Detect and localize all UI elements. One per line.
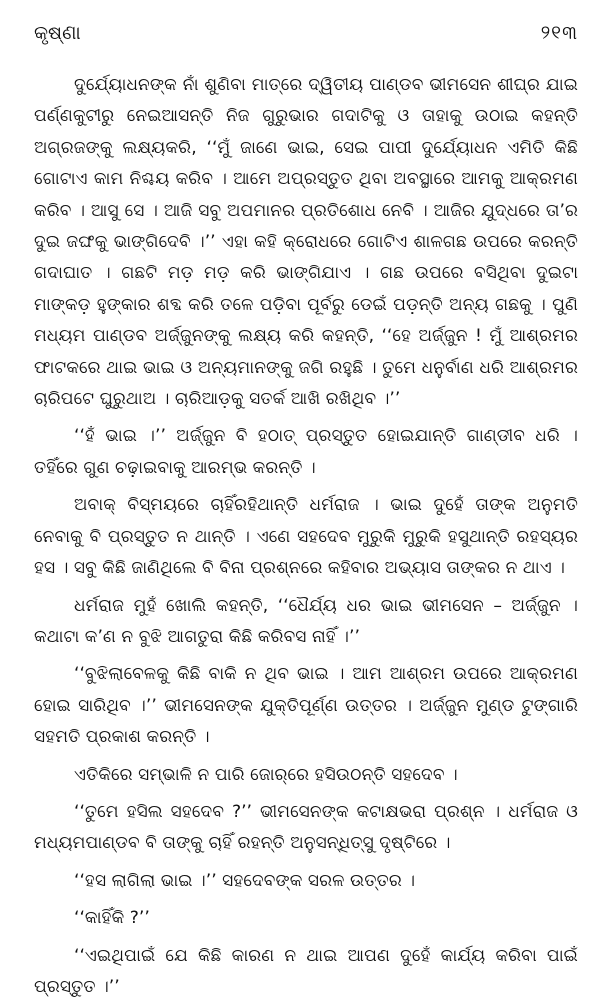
paragraph: ‘‘ଏଇଥିପାଇଁ ଯେ କିଛି କାରଣ ନ ଥାଇ ଆପଣ ଦୁହେଁ କାର୍ଯ୍ୟ କରିବା ପାଇଁ ପ୍ରସ୍ତୁତ ।’’ (34, 945, 578, 997)
paragraph: ଅବାକ୍ ବିସ୍ମୟରେ ଚାହିଁରହିଥାନ୍ତି ଧର୍ମରାଜ । ଭାଇ ଦୁହେଁ ତାଙ୍କ ଅନୁମତି ନେବାକୁ ବି ପ୍ରସ୍ତୁତ ନ ଥାନ୍ତି । ଏଣେ ସହଦେବ ମୁରୁକି ମୁରୁକି ହସୁଥାନ୍ତି ରହସ୍ୟର ହସ । ସବୁ କିଛି ଜାଣିଥିଲେ ବି ବିନା ପ୍ରଶ୍ନରେ କହିବାର ଅଭ୍ୟାସ ତାଙ୍କର ନ ଥାଏ । (34, 495, 578, 579)
paragraph: ‘‘କାହିଁକି ?’’ (74, 908, 150, 929)
paragraph: ‘‘ତୁମେ ହସିଲ ସହଦେବ ?’’ ଭୀମସେନଙ୍କ କଟାକ୍ଷଭରା ପ୍ରଶ୍ନ । ଧର୍ମରାଜ ଓ ମଧ୍ୟମପାଣ୍ଡବ ବି ତାଙ୍କୁ ଚାହିଁ ରହନ୍ତି ଅନୁସନ୍ଧିତ୍ସୁ ଦୃଷ୍ଟିରେ । (34, 801, 578, 854)
paragraph: ଧର୍ମରାଜ ମୁହଁ ଖୋଲି କହନ୍ତି, ‘‘ଧୈର୍ଯ୍ୟ ଧର ଭାଇ ଭୀମସେନ – ଅର୍ଜ୍ଜୁନ । କଥାଟା କ’ଣ ନ ବୁଝି ଆଗତୁରା କିଛି କରିବସ ନାହିଁ ।’’ (34, 595, 578, 647)
page-header (34, 22, 578, 70)
paragraph: ‘‘ହଁ ଭାଇ ।’’ ଅର୍ଜ୍ଜୁନ ବି ହଠାତ୍ ପ୍ରସ୍ତୁତ ହୋଇଯାନ୍ତି ଗାଣ୍ଡୀବ ଧରି । ତହିଁରେ ଗୁଣ ଚଢ଼ାଇବାକୁ ଆରମ୍ଭ କରନ୍ତି । (34, 426, 578, 478)
paragraph: ‘‘ହସ ଲାଗିଲା ଭାଇ ।’’ ସହଦେବଙ୍କ ସରଳ ଉତ୍ତର । (74, 870, 416, 891)
body-text (34, 70, 578, 1003)
paragraph: ଦୁର୍ଯ୍ୟୋଧନଙ୍କ ନାଁ ଶୁଣିବା ମାତ୍ରେ ଦ୍ୱିତୀୟ ପାଣ୍ଡବ ଭୀମସେନ ଶୀଘ୍ର ଯାଇ ପର୍ଣ୍ଣକୁଟୀରୁ ନେଇଆସନ୍ତି ନିଜ ଗୁରୁଭାର ଗଦାଟିକୁ ଓ ତାହାକୁ ଉଠାଇ କହନ୍ତି ଅଗ୍ରଜଙ୍କୁ ଲକ୍ଷ୍ୟକରି, ‘‘ମୁଁ ଜାଣେ ଭାଇ, ସେଇ ପାପୀ ଦୁର୍ଯ୍ୟୋଧନ ଏମିତି କିଛି ଗୋଟାଏ କାମ ନିଶ୍ଚୟ କରିବ । ଆମେ ଅପ୍ରସ୍ତୁତ ଥିବା ଅବସ୍ଥାରେ ଆମକୁ ଆକ୍ରମଣ କରିବ । ଆସୁ ସେ । ଆଜି ସବୁ ଅପମାନର ପ୍ରତିଶୋଧ ନେବି । ଆଜିର ଯୁଦ୍ଧରେ ତା’ର ଦୁଇ ଜଙ୍ଘକୁ ଭାଙ୍ଗିଦେବି ।’’ ଏହା କହି କ୍ରୋଧରେ ଗୋଟିଏ ଶାଳଗଛ ଉପରେ କରନ୍ତି ଗଦାଘାତ । ଗଛଟି ମଡ଼ ମଡ଼ କରି ଭାଙ୍ଗିଯାଏ । ଗଛ ଉପରେ ବସିଥିବା ଦୁଇଟା ମାଙ୍କଡ଼ ହୁଙ୍କାର ଶବ୍ଦ କରି ତଳେ ପଡ଼ିବା ପୂର୍ବରୁ ଡେଇଁ ପଡ଼ନ୍ତି ଅନ୍ୟ ଗଛକୁ । ପୁଣି ମଧ୍ୟମ ପାଣ୍ଡବ ଅର୍ଜ୍ଜୁନଙ୍କୁ ଲକ୍ଷ୍ୟ କରି କହନ୍ତି, ‘‘ହେ ଅର୍ଜ୍ଜୁନ ! ମୁଁ ଆଶ୍ରମର ଫାଟକରେ ଥାଇ ଭାଇ ଓ ଅନ୍ୟମାନଙ୍କୁ ଜଗି ରହୁଛି । ତୁମେ ଧନୁର୍ବାଣ ଧରି ଆଶ୍ରମର ଚାରିପଟେ ଘୁରୁଥାଅ । ଚାରିଆଡ଼କୁ ସତର୍କ ଆଖି ରଖିଥିବ ।’’ (34, 75, 578, 410)
page-number: ୨୧୩ (540, 22, 578, 44)
paragraph: ‘‘ବୁଝିଲାବେଳକୁ କିଛି ବାକି ନ ଥିବ ଭାଇ । ଆମ ଆଶ୍ରମ ଉପରେ ଆକ୍ରମଣ ହୋଇ ସାରିଥିବ ।’’ ଭୀମସେନଙ୍କ ଯୁକ୍ତିପୂର୍ଣ୍ଣ ଉତ୍ତର । ଅର୍ଜ୍ଜୁନ ମୁଣ୍ଡ ଟୁଙ୍ଗାରି ସହମତି ପ୍ରକାଶ କରନ୍ତି । (34, 664, 578, 748)
running-title: କୃଷ୍ଣା (34, 22, 81, 44)
paragraph: ଏତିକିରେ ସମ୍ଭାଳି ନ ପାରି ଜୋର୍‌ରେ ହସିଉଠନ୍ତି ସହଦେବ । (74, 764, 458, 785)
